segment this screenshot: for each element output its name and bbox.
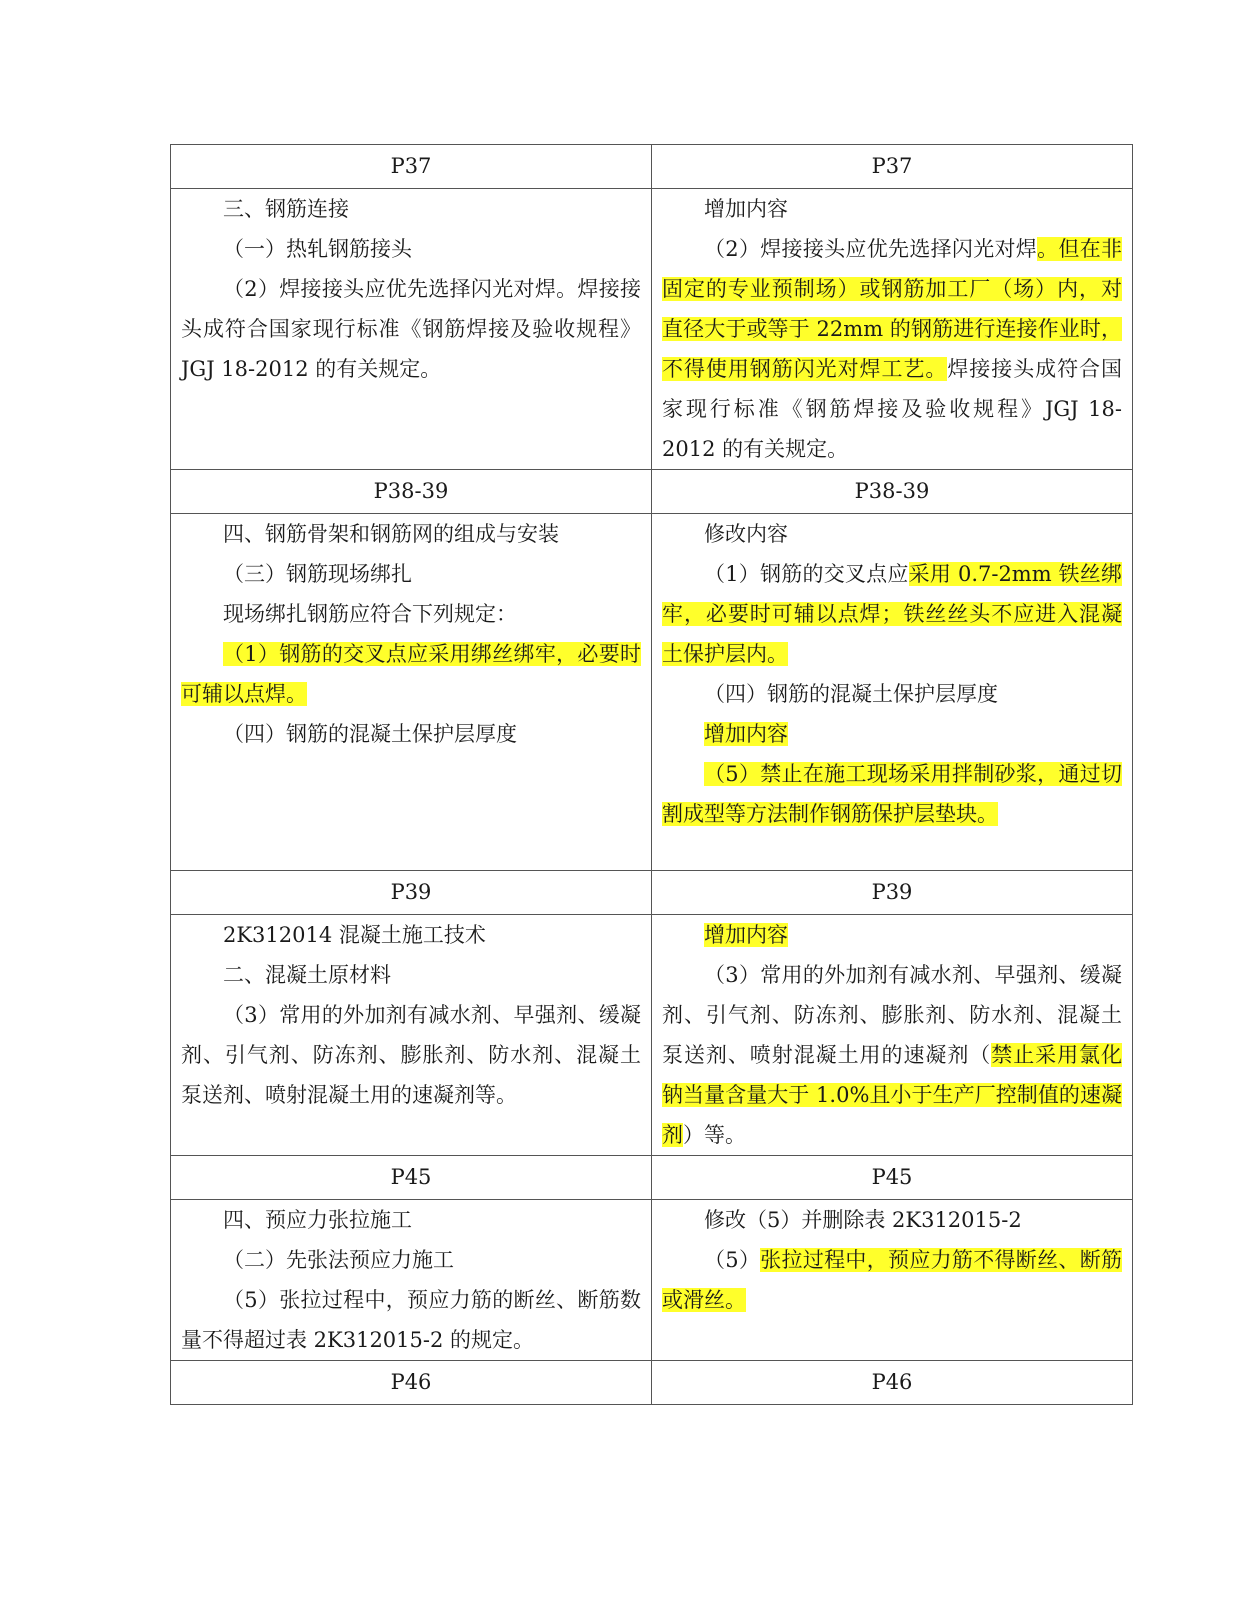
new-page-ref: P46 [652, 1361, 1133, 1405]
paragraph: （2）焊接接头应优先选择闪光对焊。焊接接头成符合国家现行标准《钢筋焊接及验收规程》JGJ 18-2012 的有关规定。 [181, 277, 641, 381]
text-span: （2）焊接接头应优先选择闪光对焊 [704, 237, 1038, 261]
highlighted-text: 。但在非固定的专业预制场）或钢筋加工厂（场）内，对直径大于或等于 22mm 的钢筋进行连接作业时，不得使用钢筋闪光对焊工艺。 [662, 237, 1122, 381]
old-content [171, 189, 652, 470]
paragraph [662, 754, 1122, 834]
paragraph: 2K312014 混凝土施工技术 [223, 923, 486, 947]
paragraph [662, 915, 1122, 955]
text-span: （5） [704, 1248, 761, 1272]
page-ref-row [171, 871, 1133, 915]
page-ref-row [171, 1156, 1133, 1200]
paragraph: 现场绑扎钢筋应符合下列规定： [223, 602, 517, 626]
paragraph: 四、钢筋骨架和钢筋网的组成与安装 [223, 522, 559, 546]
new-page-ref: P38-39 [652, 470, 1133, 514]
paragraph: 增加内容 [704, 197, 788, 221]
paragraph: 修改（5）并删除表 2K312015-2 [704, 1208, 1022, 1232]
paragraph: （一）热轧钢筋接头 [223, 237, 412, 261]
content-row [171, 189, 1133, 470]
paragraph: （三）钢筋现场绑扎 [223, 562, 412, 586]
highlighted-text: 增加内容 [704, 722, 788, 746]
paragraph [662, 554, 1122, 674]
old-page-ref: P45 [171, 1156, 652, 1200]
highlighted-text: 禁止采用氯化钠当量含量大于 1.0%且小于生产厂控制值的速凝剂 [662, 1043, 1122, 1147]
paragraph: （3）常用的外加剂有减水剂、早强剂、缓凝剂、引气剂、防冻剂、膨胀剂、防水剂、混凝土泵送剂、喷射混凝土用的速凝剂等。 [181, 1003, 641, 1107]
highlighted-text: 增加内容 [704, 923, 788, 947]
highlighted-text: （1）钢筋的交叉点应采用绑丝绑牢，必要时可辅以点焊。 [181, 642, 641, 706]
new-content [652, 189, 1133, 470]
new-content [652, 1200, 1133, 1361]
highlighted-text: 张拉过程中，预应力筋不得断丝、断筋或滑丝。 [662, 1248, 1122, 1312]
paragraph [662, 714, 1122, 754]
paragraph: 三、钢筋连接 [223, 197, 349, 221]
paragraph: 二、混凝土原材料 [223, 963, 391, 987]
highlighted-text: （5）禁止在施工现场采用拌制砂浆，通过切割成型等方法制作钢筋保护层垫块。 [662, 762, 1122, 826]
old-page-ref: P37 [171, 145, 652, 189]
new-page-ref: P45 [652, 1156, 1133, 1200]
paragraph: （二）先张法预应力施工 [223, 1248, 454, 1272]
paragraph [662, 229, 1122, 469]
old-content [171, 915, 652, 1156]
page-ref-row [171, 1361, 1133, 1405]
highlighted-text: 采用 0.7-2mm 铁丝绑牢，必要时可辅以点焊；铁丝丝头不应进入混凝土保护层内。 [662, 562, 1122, 666]
paragraph: 四、预应力张拉施工 [223, 1208, 412, 1232]
old-page-ref: P38-39 [171, 470, 652, 514]
new-page-ref: P37 [652, 145, 1133, 189]
new-page-ref: P39 [652, 871, 1133, 915]
old-page-ref: P46 [171, 1361, 652, 1405]
text-span: （3）常用的外加剂有减水剂、早强剂、缓凝剂、引气剂、防冻剂、膨胀剂、防水剂、混凝土泵送剂、喷射混凝土用的速凝剂（ [662, 963, 1122, 1067]
old-content [171, 514, 652, 871]
old-content [171, 1200, 652, 1361]
old-page-ref: P39 [171, 871, 652, 915]
page-ref-row [171, 145, 1133, 189]
page-ref-row [171, 470, 1133, 514]
paragraph: （四）钢筋的混凝土保护层厚度 [223, 722, 517, 746]
text-span: ）等。 [683, 1123, 746, 1147]
paragraph: 修改内容 [704, 522, 788, 546]
new-content [652, 514, 1133, 871]
new-content [652, 915, 1133, 1156]
comparison-table [170, 144, 1133, 1405]
paragraph [662, 955, 1122, 1155]
paragraph [662, 1240, 1122, 1320]
content-row [171, 1200, 1133, 1361]
text-span: （1）钢筋的交叉点应 [704, 562, 909, 586]
content-row [171, 915, 1133, 1156]
paragraph: （5）张拉过程中，预应力筋的断丝、断筋数量不得超过表 2K312015-2 的规定。 [181, 1288, 641, 1352]
paragraph [181, 634, 641, 714]
paragraph: （四）钢筋的混凝土保护层厚度 [704, 682, 998, 706]
text-span: 焊接接头成符合国家现行标准《钢筋焊接及验收规程》JGJ 18-2012 的有关规定。 [662, 357, 1123, 461]
content-row [171, 514, 1133, 871]
